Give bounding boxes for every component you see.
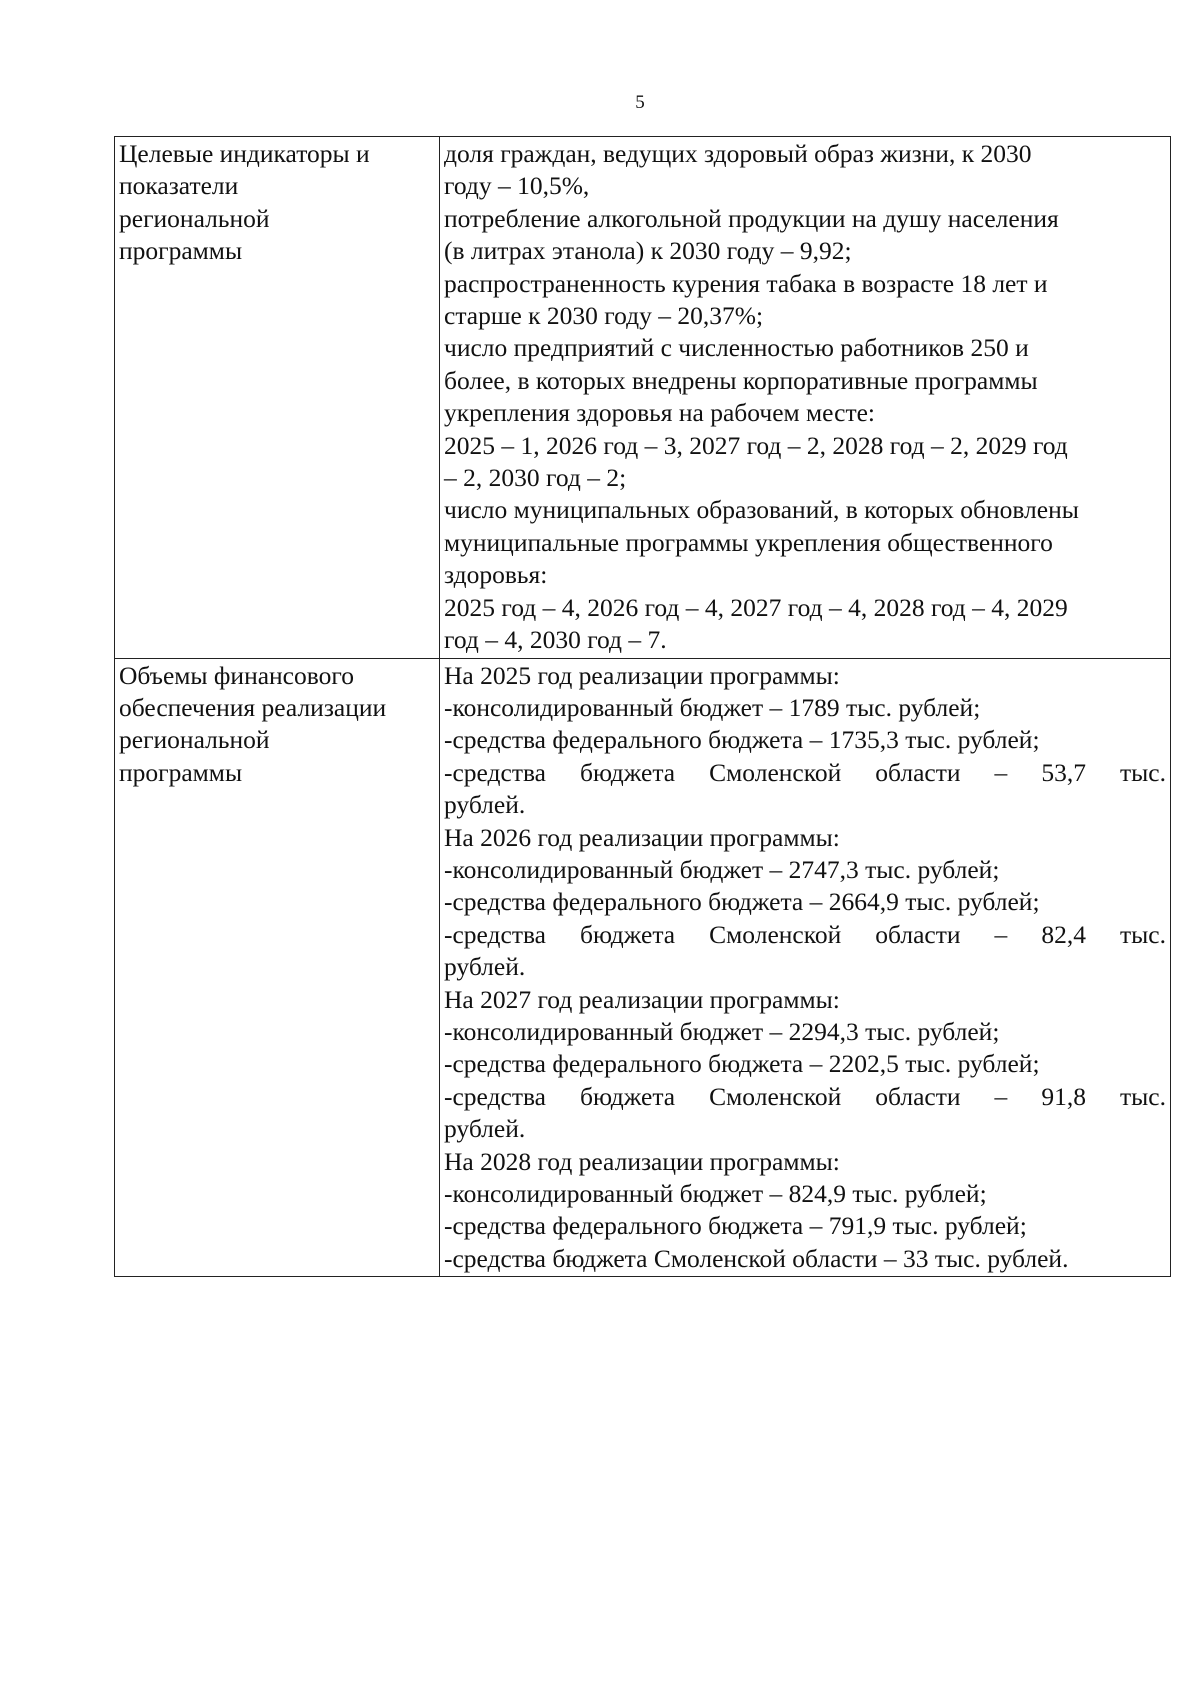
content-line: рублей. [444, 952, 526, 982]
label-line: региональной [119, 203, 270, 233]
content-line: доля граждан, ведущих здоровый образ жизни, к 2030 [444, 139, 1032, 168]
funding-label-cell [115, 658, 440, 1277]
content-line: – 2, 2030 год – 2; [444, 463, 627, 493]
content-line: -средства бюджета Смоленской области – 33 тыс. рублей. [444, 1243, 1069, 1273]
content-line: число предприятий с численностью работников 250 и [444, 333, 1029, 363]
content-line: году – 10,5%, [444, 171, 590, 201]
content-line: рублей. [444, 790, 526, 820]
content-line: более, в которых внедрены корпоративные программы [444, 365, 1038, 395]
content-line: муниципальные программы укрепления общественного [444, 527, 1053, 557]
content-line: год – 4, 2030 год – 7. [444, 625, 667, 655]
program-passport-table [114, 136, 1171, 1277]
funding-content-cell [440, 658, 1171, 1277]
content-line: -средства федерального бюджета – 2202,5 тыс. рублей; [444, 1049, 1040, 1079]
page-number: 5 [635, 92, 645, 113]
indicators-label-cell [115, 137, 440, 659]
label-line: программы [119, 757, 243, 787]
content-line: -консолидированный бюджет – 1789 тыс. рублей; [444, 692, 981, 722]
content-line: здоровья: [444, 560, 548, 590]
content-line-justified: -средства бюджета Смоленской области – 82,4 тыс. [444, 919, 1166, 949]
content-line-justified: -средства бюджета Смоленской области – 53,7 тыс. [444, 757, 1166, 787]
content-line: укрепления здоровья на рабочем месте: [444, 398, 875, 428]
indicators-content-cell [440, 137, 1171, 659]
content-line: 2025 год – 4, 2026 год – 4, 2027 год – 4, 2028 год – 4, 2029 [444, 592, 1068, 622]
label-line: обеспечения реализации [119, 692, 387, 722]
content-line: число муниципальных образований, в которых обновлены [444, 495, 1079, 525]
content-line: 2025 – 1, 2026 год – 3, 2027 год – 2, 2028 год – 2, 2029 год [444, 430, 1068, 460]
content-line: распространенность курения табака в возрасте 18 лет и [444, 268, 1048, 298]
content-line: -средства федерального бюджета – 2664,9 тыс. рублей; [444, 887, 1040, 917]
content-line: старше к 2030 году – 20,37%; [444, 301, 764, 331]
label-line: Целевые индикаторы и [119, 139, 370, 168]
label-line: Объемы финансового [119, 660, 354, 690]
label-line: региональной [119, 725, 270, 755]
label-line: показатели [119, 171, 239, 201]
table-row-indicators [115, 137, 1171, 659]
content-line: -консолидированный бюджет – 824,9 тыс. рублей; [444, 1179, 987, 1208]
content-line: -консолидированный бюджет – 2294,3 тыс. рублей; [444, 1016, 1000, 1046]
content-line: рублей. [444, 1114, 526, 1144]
content-line: -средства федерального бюджета – 791,9 тыс. рублей; [444, 1211, 1027, 1241]
content-line: На 2027 год реализации программы: [444, 984, 840, 1014]
content-line: На 2026 год реализации программы: [444, 822, 840, 852]
content-line: потребление алкогольной продукции на душу населения [444, 203, 1059, 233]
content-line: На 2028 год реализации программы: [444, 1146, 840, 1176]
content-line: -консолидированный бюджет – 2747,3 тыс. рублей; [444, 854, 1000, 884]
label-line: программы [119, 236, 243, 266]
content-line: -средства федерального бюджета – 1735,3 тыс. рублей; [444, 725, 1040, 755]
content-line: На 2025 год реализации программы: [444, 660, 840, 690]
table-row-funding [115, 658, 1171, 1277]
content-line-justified: -средства бюджета Смоленской области – 91,8 тыс. [444, 1081, 1166, 1111]
content-line: (в литрах этанола) к 2030 году – 9,92; [444, 236, 852, 266]
